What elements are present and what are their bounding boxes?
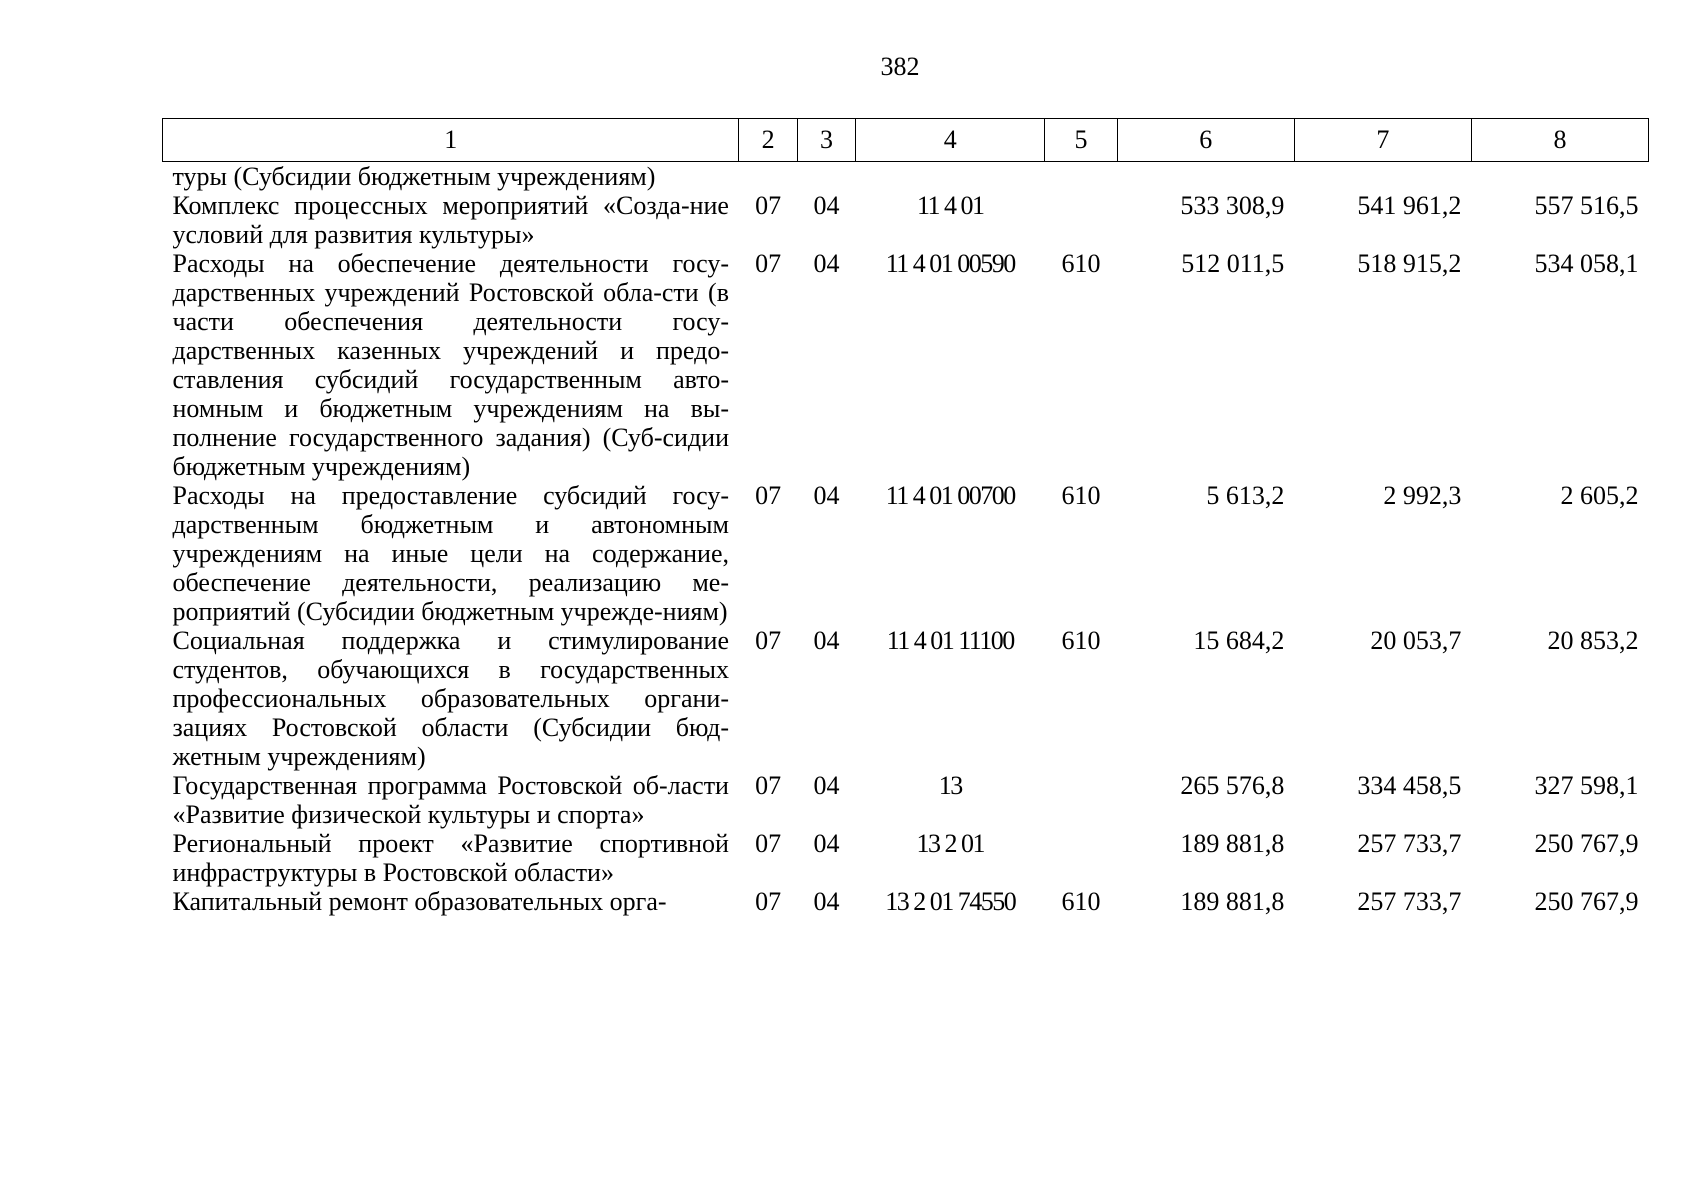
row-amount-col7: 2 992,3	[1383, 481, 1462, 510]
row-amount-col8: 20 853,2	[1547, 626, 1639, 655]
column-header: 1	[163, 119, 739, 162]
row-expense-type	[1045, 191, 1117, 249]
row-amount-col7	[1294, 162, 1471, 192]
row-amount-col8: 250 767,9	[1534, 887, 1639, 916]
column-header: 7	[1294, 119, 1471, 162]
row-description: Социальная поддержка и стимулирование студентов, обучающихся в государственных профессиональных образовательных органи-зациях Ростовской области (Субсидии бюд-жетным учреждениям)	[172, 626, 729, 771]
row-expense-type	[1045, 829, 1117, 887]
row-amount-col6: 189 881,8	[1180, 829, 1285, 858]
row-expense-type: 610	[1061, 626, 1101, 655]
table-row	[163, 626, 1649, 771]
row-subsection-code: 04	[813, 249, 840, 278]
table-row	[163, 481, 1649, 626]
column-header: 6	[1117, 119, 1294, 162]
budget-table	[162, 118, 1649, 916]
column-header: 2	[739, 119, 797, 162]
row-target-code: 11 4 01 00590	[885, 249, 1015, 278]
row-target-code: 13	[938, 771, 962, 800]
row-amount-col8	[1471, 162, 1648, 192]
row-amount-col6: 512 011,5	[1181, 249, 1285, 278]
column-header: 5	[1045, 119, 1117, 162]
row-amount-col7: 257 733,7	[1357, 829, 1462, 858]
table-row	[163, 771, 1649, 829]
row-target-code: 11 4 01 00700	[885, 481, 1015, 510]
row-amount-col6: 15 684,2	[1193, 626, 1285, 655]
row-subsection-code: 04	[813, 829, 840, 858]
row-section-code: 07	[755, 829, 782, 858]
row-subsection-code	[797, 162, 855, 192]
row-target-code: 11 4 01	[916, 191, 984, 220]
row-target-code: 11 4 01 11100	[886, 626, 1014, 655]
row-amount-col8: 534 058,1	[1534, 249, 1639, 278]
row-description: Комплекс процессных мероприятий «Созда-ние условий для развития культуры»	[172, 191, 729, 249]
row-description: Государственная программа Ростовской об-ласти «Развитие физической культуры и спорта»	[172, 771, 729, 829]
row-amount-col7: 541 961,2	[1357, 191, 1462, 220]
row-description: Расходы на предоставление субсидий госу-дарственным бюджетным и автономным учреждениям на иные цели на содержание, обеспечение деятельности, реализацию ме-роприятий (Субсидии бюджетным учрежде-ниям)	[172, 481, 729, 626]
row-expense-type: 610	[1061, 249, 1101, 278]
column-header: 8	[1471, 119, 1648, 162]
row-expense-type: 610	[1061, 481, 1101, 510]
row-target-code: 13 2 01	[916, 829, 984, 858]
table-row	[163, 162, 1649, 192]
row-expense-type: 610	[1061, 887, 1101, 916]
row-description: Региональный проект «Развитие спортивной инфраструктуры в Ростовской области»	[172, 829, 729, 887]
row-subsection-code: 04	[813, 626, 840, 655]
row-expense-type	[1045, 771, 1117, 829]
row-amount-col6: 533 308,9	[1180, 191, 1285, 220]
column-header: 4	[856, 119, 1045, 162]
row-section-code: 07	[755, 249, 782, 278]
row-amount-col8: 557 516,5	[1534, 191, 1639, 220]
row-subsection-code: 04	[813, 771, 840, 800]
row-section-code: 07	[755, 626, 782, 655]
table-row	[163, 887, 1649, 916]
row-amount-col7: 257 733,7	[1357, 887, 1462, 916]
row-section-code: 07	[755, 481, 782, 510]
row-amount-col8: 327 598,1	[1534, 771, 1639, 800]
row-amount-col7: 518 915,2	[1357, 249, 1462, 278]
row-description: туры (Субсидии бюджетным учреждениям)	[172, 162, 656, 191]
row-expense-type	[1045, 162, 1117, 192]
row-description: Капитальный ремонт образовательных орга-	[172, 887, 667, 916]
row-subsection-code: 04	[813, 191, 840, 220]
row-subsection-code: 04	[813, 887, 840, 916]
table-row	[163, 191, 1649, 249]
row-amount-col7: 334 458,5	[1357, 771, 1462, 800]
header-row	[163, 119, 1649, 162]
column-header: 3	[797, 119, 855, 162]
row-description: Расходы на обеспечение деятельности госу-дарственных учреждений Ростовской обла-сти (в части обеспечения деятельности госу-дарственных казенных учреждений и предо-ставления субсидий государственным авто-номным и бюджетным учреждениям на вы-полнение государственного задания) (Суб-сидии бюджетным учреждениям)	[172, 249, 729, 481]
row-target-code: 13 2 01 74550	[885, 887, 1016, 916]
row-subsection-code: 04	[813, 481, 840, 510]
table-row	[163, 249, 1649, 481]
row-amount-col6: 265 576,8	[1180, 771, 1285, 800]
row-amount-col6: 189 881,8	[1180, 887, 1285, 916]
row-amount-col7: 20 053,7	[1370, 626, 1462, 655]
row-amount-col6: 5 613,2	[1206, 481, 1285, 510]
table-row	[163, 829, 1649, 887]
row-section-code	[739, 162, 797, 192]
row-section-code: 07	[755, 887, 782, 916]
row-section-code: 07	[755, 771, 782, 800]
row-amount-col6	[1117, 162, 1294, 192]
row-amount-col8: 2 605,2	[1560, 481, 1639, 510]
row-amount-col8: 250 767,9	[1534, 829, 1639, 858]
row-target-code	[856, 162, 1045, 192]
row-section-code: 07	[755, 191, 782, 220]
page-number: 382	[880, 52, 920, 81]
